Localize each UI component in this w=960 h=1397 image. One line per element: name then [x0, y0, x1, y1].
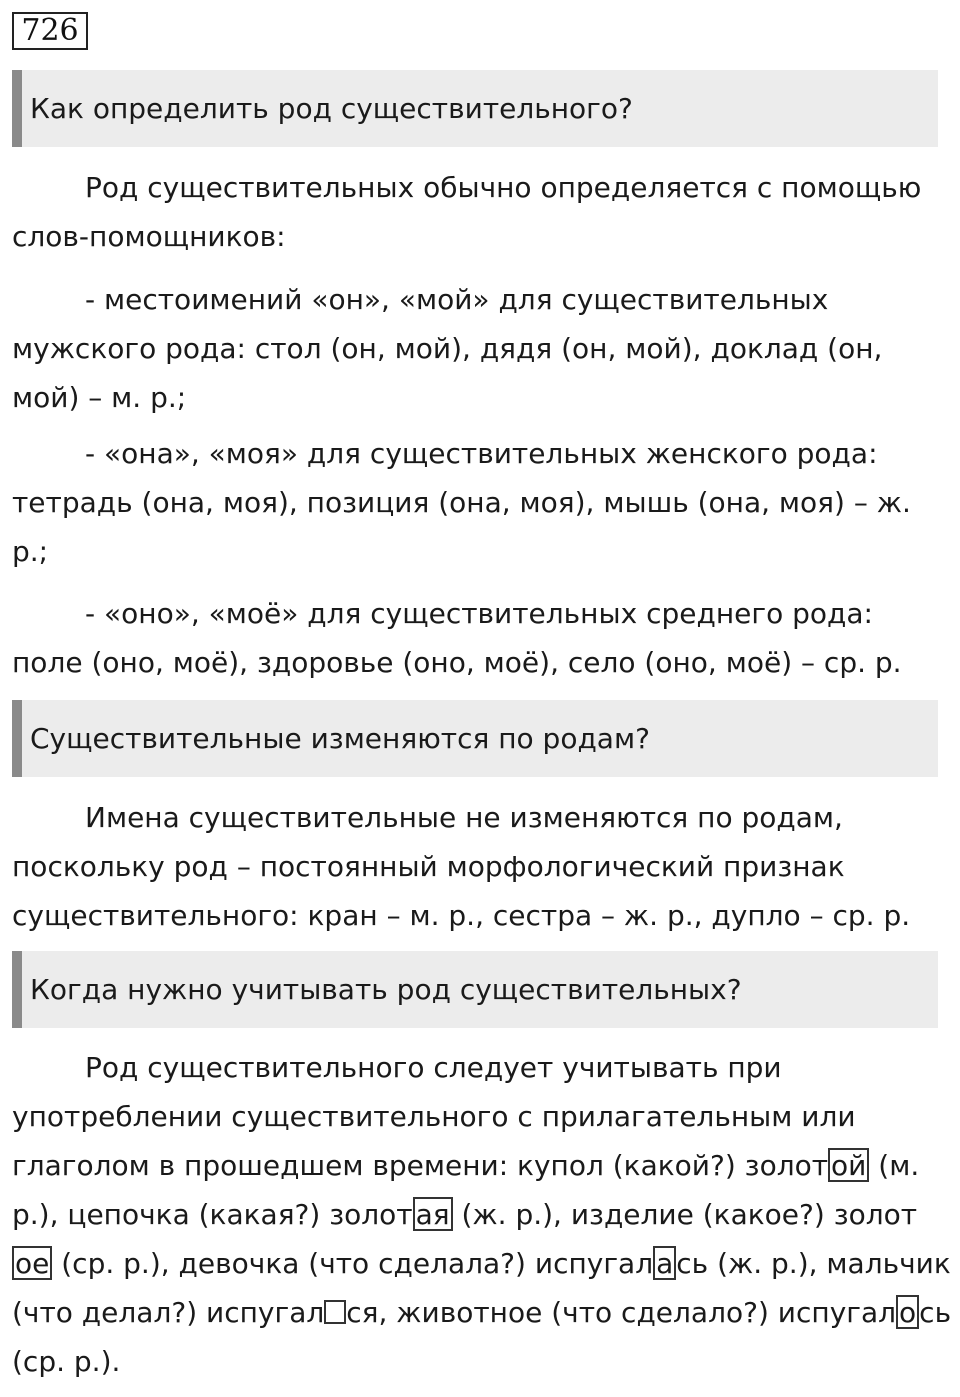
answer-text: (ж. р.), изделие (какое?) золот	[452, 1198, 918, 1231]
answer-paragraph-2	[12, 793, 952, 940]
answer-text: Род существительных обычно определяется с помощью слов-помощников:	[12, 171, 922, 253]
ending-box: а	[653, 1246, 676, 1280]
list-item-text: - местоимений «он», «мой» для существительных мужского рода: стол (он, мой), дядя (он, мой), доклад (он, мой) – м. р.;	[12, 283, 883, 414]
answer-text: Род существительного следует учитывать при употреблении существительного с прилагательным или глаголом в прошедшем времени: купол (какой?) золот	[12, 1051, 856, 1182]
answer-text: (м. р.), цепочка (какая?) золот	[12, 1149, 920, 1231]
list-item-text: - «оно», «моё» для существительных среднего рода: поле (оно, моё), здоровье (оно, моё), село (оно, моё) – ср. р.	[12, 597, 902, 679]
ending-box: о	[896, 1295, 919, 1329]
list-item-masculine	[12, 275, 952, 422]
answer-text: (ср. р.), девочка (что сделала?) испугал	[52, 1247, 654, 1280]
empty-ending-box	[324, 1300, 346, 1324]
answer-paragraph-3	[12, 1043, 952, 1386]
list-item-text: - «она», «моя» для существительных женского рода: тетрадь (она, моя), позиция (она, моя), мышь (она, моя) – ж. р.;	[12, 437, 911, 568]
ending-box: ой	[828, 1148, 869, 1182]
question-heading-3: Когда нужно учитывать род существительных?	[12, 951, 938, 1028]
page-number: 726	[12, 12, 88, 50]
ending-box: ая	[413, 1197, 453, 1231]
ending-box: ое	[12, 1246, 52, 1280]
list-item-feminine	[12, 429, 952, 576]
list-item-neuter	[12, 589, 952, 687]
question-heading-2: Существительные изменяются по родам?	[12, 700, 938, 777]
answer-paragraph-1	[12, 163, 952, 261]
answer-text: Имена существительные не изменяются по родам, поскольку род – постоянный морфологический признак существительного: кран – м. р., сестра – ж. р., дупло – ср. р.	[12, 801, 911, 932]
answer-text: сь (ж. р.), мальчик (что делал?) испугал	[12, 1247, 951, 1329]
question-heading-1: Как определить род существительного?	[12, 70, 938, 147]
answer-text: ся, животное (что сделало?) испугал	[346, 1296, 897, 1329]
answer-text: сь (ср. р.).	[12, 1296, 952, 1378]
